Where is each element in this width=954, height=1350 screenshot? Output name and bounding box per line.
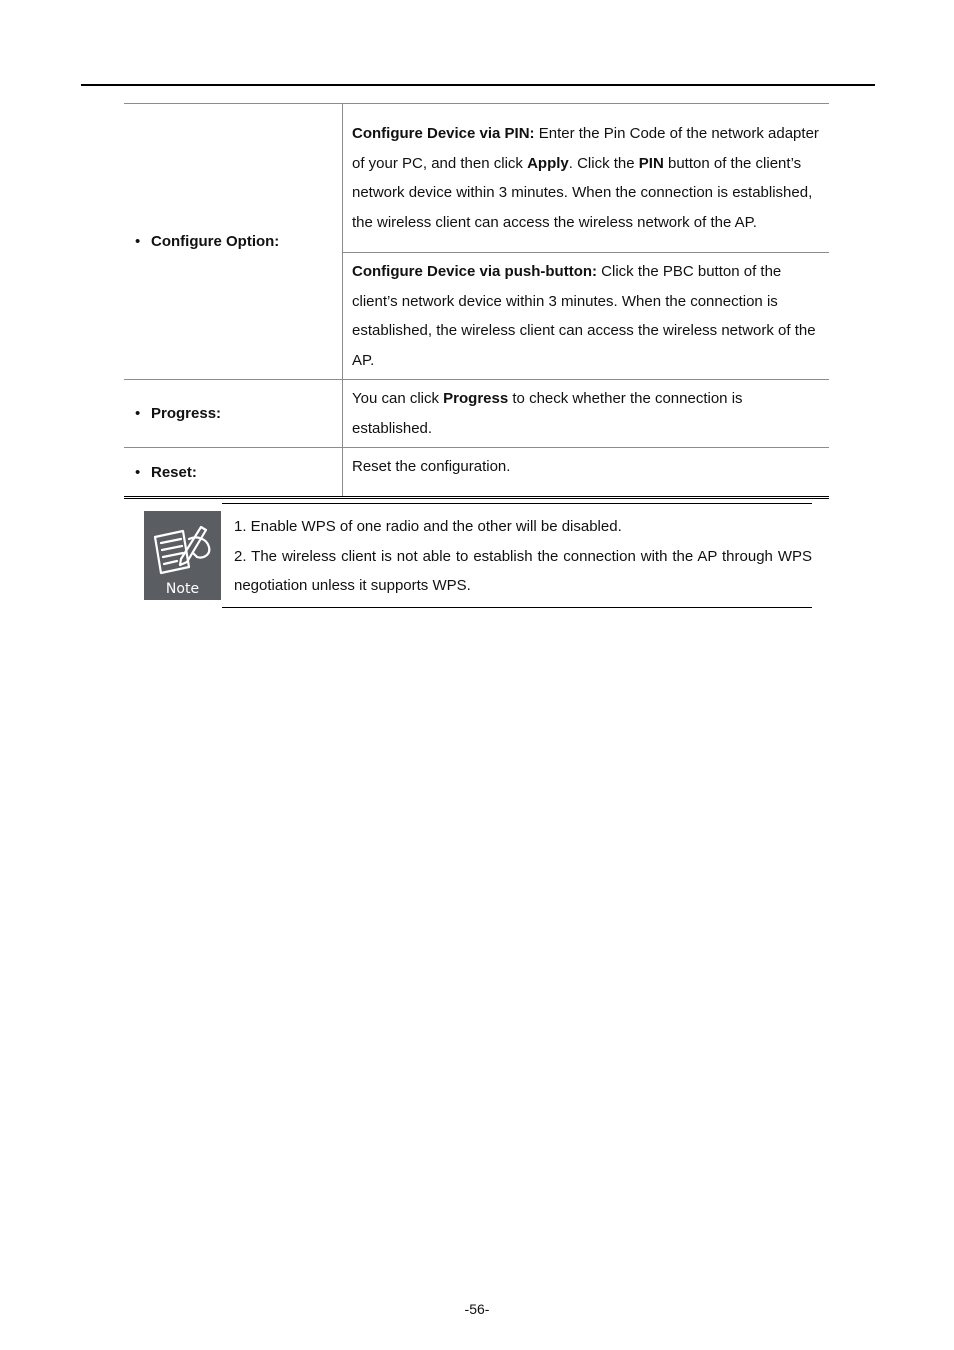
param-description: Configure Device via PIN: Enter the Pin Code of the network adapter of your PC, and then click Apply. Click the PIN button of the client’s network device within 3 minutes. When the connection is established, the wireless client can access the wireless network of the AP. <box>352 125 819 231</box>
param-label: • Configure Option: <box>124 104 343 380</box>
option-heading: Configure Device via PIN: <box>352 125 535 142</box>
note-item: 2. The wireless client is not able to establish the connection with the AP through WPS negotiation unless it supports WPS. <box>234 547 812 594</box>
table-row-reset <box>124 448 829 498</box>
note-item: 1. Enable WPS of one radio and the other will be disabled. <box>234 518 622 535</box>
param-description: Reset the configuration. <box>352 458 511 476</box>
table-row-configure-option <box>124 104 829 253</box>
progress-keyword: Progress <box>443 390 509 407</box>
note-label: Note <box>165 581 200 597</box>
bullet-icon: • <box>135 233 141 250</box>
note-content <box>222 503 812 608</box>
option-heading: Configure Device via push-button: <box>352 263 598 280</box>
header-rule <box>81 84 875 86</box>
table-row-progress <box>124 380 829 448</box>
parameter-table <box>124 103 829 499</box>
note-box <box>144 503 812 608</box>
notepad-pencil-icon <box>151 519 215 579</box>
apply-keyword: Apply <box>527 154 569 172</box>
note-icon <box>144 511 221 600</box>
param-label: • Reset: <box>124 448 343 498</box>
bullet-icon: • <box>135 463 141 481</box>
bullet-icon: • <box>135 405 141 422</box>
pin-keyword: PIN <box>638 154 664 172</box>
param-description: You can click Progress to check whether the connection is established. <box>352 390 743 437</box>
param-label: • Progress: <box>124 380 343 448</box>
page-number: -56- <box>464 1301 490 1317</box>
param-description: Configure Device via push-button: Click the PBC button of the client’s network device within 3 minutes. When the connection is established, the wireless client can access the wireless network of the AP. <box>343 253 830 380</box>
